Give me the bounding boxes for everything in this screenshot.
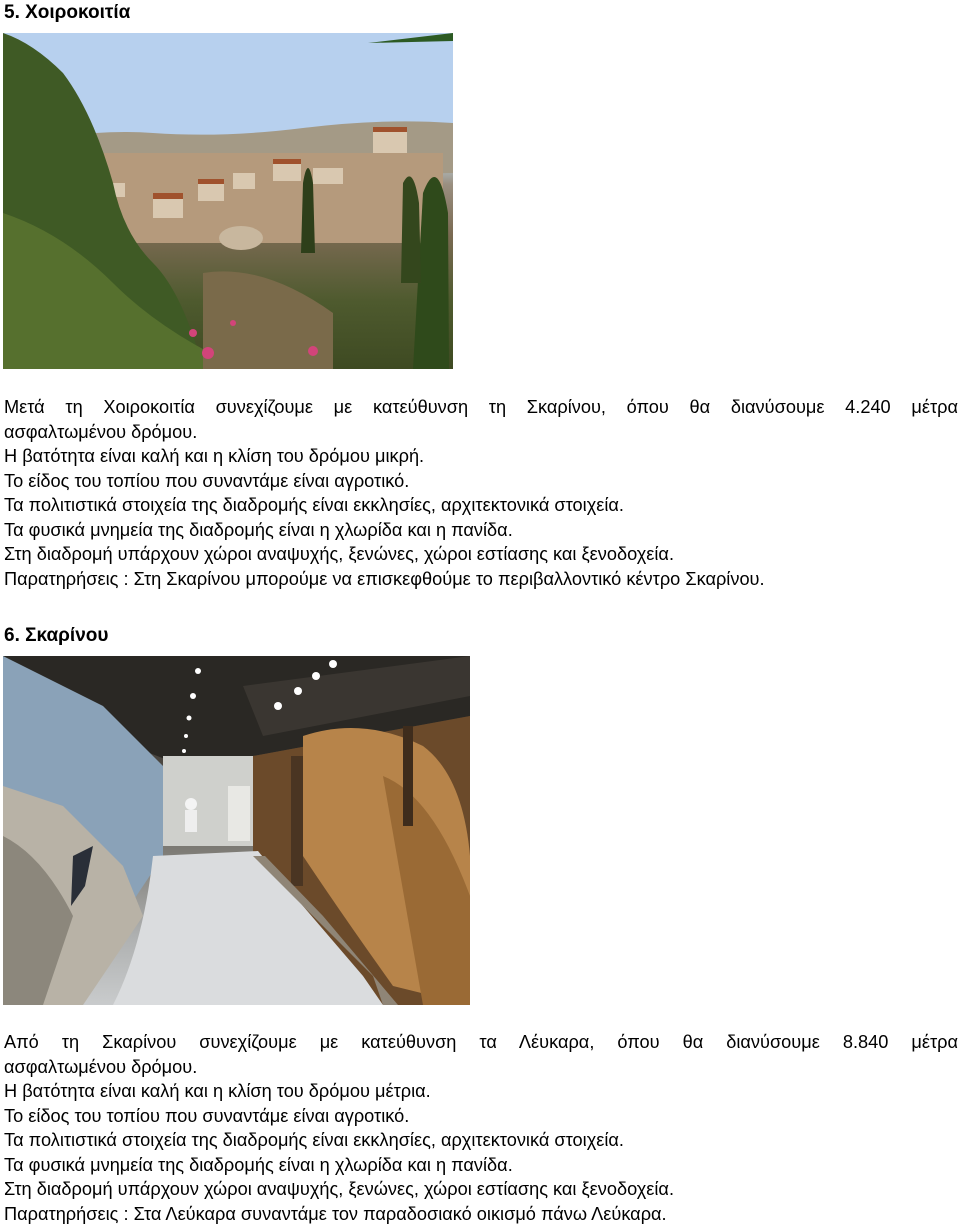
village-landscape-illustration: [3, 33, 453, 369]
text-line: Παρατηρήσεις : Στα Λεύκαρα συναντάμε τον παραδοσιακό οικισμό πάνω Λεύκαρα.: [4, 1202, 958, 1226]
text-line: Τα πολιτιστικά στοιχεία της διαδρομής είναι εκκλησίες, αρχιτεκτονικά στοιχεία.: [4, 493, 958, 518]
text-line: Μετά τη Χοιροκοιτία συνεχίζουμε με κατεύθυνση τη Σκαρίνου, όπου θα διανύσουμε 4.240 μέτρα: [4, 395, 958, 420]
museum-interior-photo: [3, 656, 470, 1005]
museum-interior-illustration: [3, 656, 470, 1005]
text-line: Η βατότητα είναι καλή και η κλίση του δρόμου μέτρια.: [4, 1079, 958, 1104]
section-text-skarinou: [4, 1030, 958, 1226]
text-line: Από τη Σκαρίνου συνεχίζουμε με κατεύθυνση τα Λέυκαρα, όπου θα διανύσουμε 8.840 μέτρα: [4, 1030, 958, 1055]
text-line: Στη διαδρομή υπάρχουν χώροι αναψυχής, ξενώνες, χώροι εστίασης και ξενοδοχεία.: [4, 1177, 958, 1202]
section-text-choirokoitia: [4, 395, 958, 591]
village-landscape-photo: [3, 33, 453, 369]
text-line: Το είδος του τοπίου που συναντάμε είναι αγροτικό.: [4, 1104, 958, 1129]
text-line: Τα φυσικά μνημεία της διαδρομής είναι η χλωρίδα και η πανίδα.: [4, 1153, 958, 1178]
text-line: Το είδος του τοπίου που συναντάμε είναι αγροτικό.: [4, 469, 958, 494]
text-line: Τα πολιτιστικά στοιχεία της διαδρομής είναι εκκλησίες, αρχιτεκτονικά στοιχεία.: [4, 1128, 958, 1153]
text-line: Παρατηρήσεις : Στη Σκαρίνου μπορούμε να επισκεφθούμε το περιβαλλοντικό κέντρο Σκαρίνου.: [4, 567, 958, 592]
section-heading-choirokoitia: 5. Χοιροκοιτία: [4, 2, 130, 24]
section-heading-skarinou: 6. Σκαρίνου: [4, 625, 108, 647]
text-line: Τα φυσικά μνημεία της διαδρομής είναι η χλωρίδα και η πανίδα.: [4, 518, 958, 543]
text-line: Η βατότητα είναι καλή και η κλίση του δρόμου μικρή.: [4, 444, 958, 469]
text-line: ασφαλτωμένου δρόμου.: [4, 420, 958, 445]
text-line: ασφαλτωμένου δρόμου.: [4, 1055, 958, 1080]
text-line: Στη διαδρομή υπάρχουν χώροι αναψυχής, ξενώνες, χώροι εστίασης και ξενοδοχεία.: [4, 542, 958, 567]
